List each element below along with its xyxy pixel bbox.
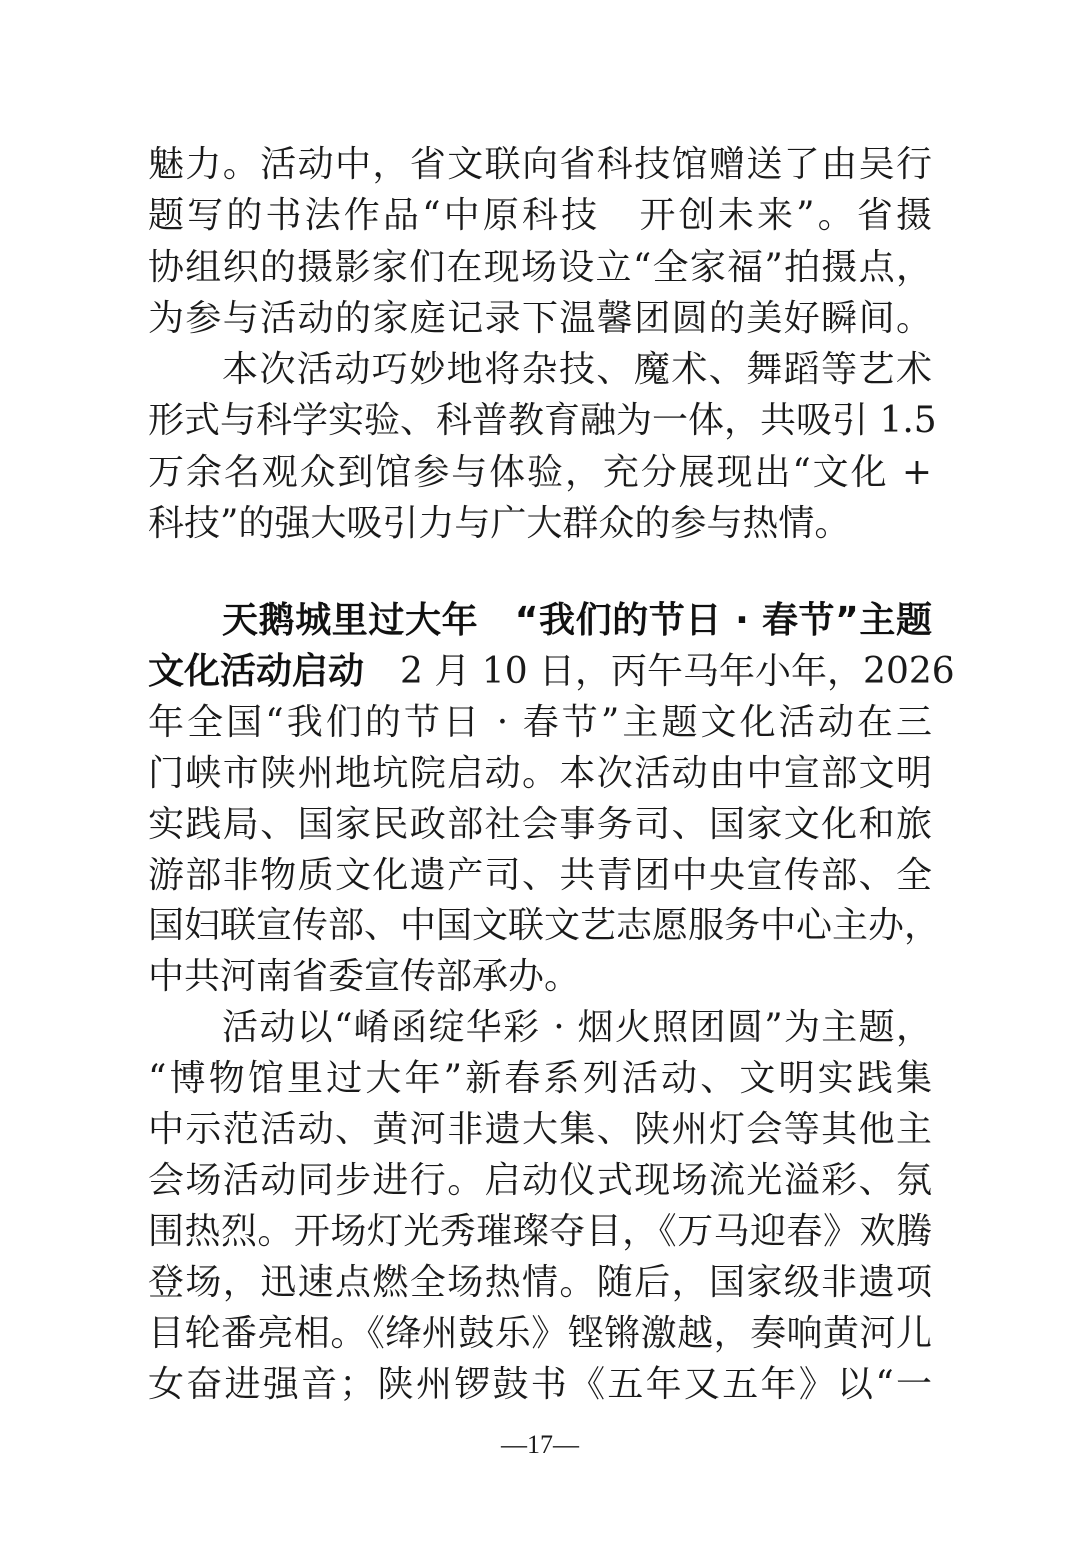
text-line: 为参与活动的家庭记录下温馨团圆的美好瞬间。 <box>148 297 932 339</box>
text-line: 游部非物质文化遗产司、共青团中央宣传部、全 <box>148 854 932 896</box>
page-number: —17— <box>501 1430 579 1459</box>
text-line: 中示范活动、黄河非遗大集、陕州灯会等其他主 <box>148 1109 932 1151</box>
text-line: 登场，迅速点燃全场热情。随后，国家级非遗项 <box>148 1261 932 1303</box>
text-line: 协组织的摄影家们在现场设立“全家福”拍摄点， <box>148 246 932 288</box>
text-line: 中共河南省委宣传部承办。 <box>148 956 581 998</box>
text-line: 本次活动巧妙地将杂技、魔术、舞蹈等艺术 <box>222 349 932 391</box>
text-line: 国妇联宣传部、中国文联文艺志愿服务中心主办， <box>148 905 941 947</box>
text-line: 形式与科学实验、科普教育融为一体，共吸引 1.5 <box>148 400 937 442</box>
text-line: 题写的书法作品“中原科技 开创未来”。省摄 <box>148 195 932 237</box>
text-line: 围热烈。开场灯光秀璀璨夺目，《万马迎春》欢腾 <box>148 1210 932 1252</box>
text-line: 科技”的强大吸引力与广大群众的参与热情。 <box>148 503 851 545</box>
text-line <box>148 647 955 698</box>
text-line: 万余名观众到馆参与体验，充分展现出“文化 + <box>148 451 932 493</box>
news-heading-end: 文化活动启动 <box>148 650 365 692</box>
text-line: 魅力。活动中，省文联向省科技馆赠送了由吴行 <box>148 144 932 185</box>
text-line: 活动以“崤函绽华彩 · 烟火照团圆”为主题， <box>222 1007 932 1049</box>
news-heading: 天鹅城里过大年 “我们的节日 · 春节”主题 <box>222 600 932 641</box>
text-line: 年全国“我们的节日 · 春节”主题文化活动在三 <box>148 701 932 743</box>
news-item-block <box>148 596 955 1411</box>
text-line: “博物馆里过大年”新春系列活动、文明实践集 <box>148 1058 932 1100</box>
text-line: 实践局、国家民政部社会事务司、国家文化和旅 <box>148 803 932 845</box>
paragraph-block-1 <box>148 139 937 549</box>
text-line: 会场活动同步进行。启动仪式现场流光溢彩、氛 <box>148 1159 932 1201</box>
text-line: 目轮番亮相。《绛州鼓乐》铿锵激越，奏响黄河儿 <box>148 1312 932 1354</box>
text-line: 女奋进强音；陕州锣鼓书《五年又五年》以“一 <box>148 1363 932 1405</box>
text-line: 门峡市陕州地坑院启动。本次活动由中宣部文明 <box>148 752 932 794</box>
lead-text: 2 月 10 日，丙午马年小年，2026 <box>364 650 955 692</box>
